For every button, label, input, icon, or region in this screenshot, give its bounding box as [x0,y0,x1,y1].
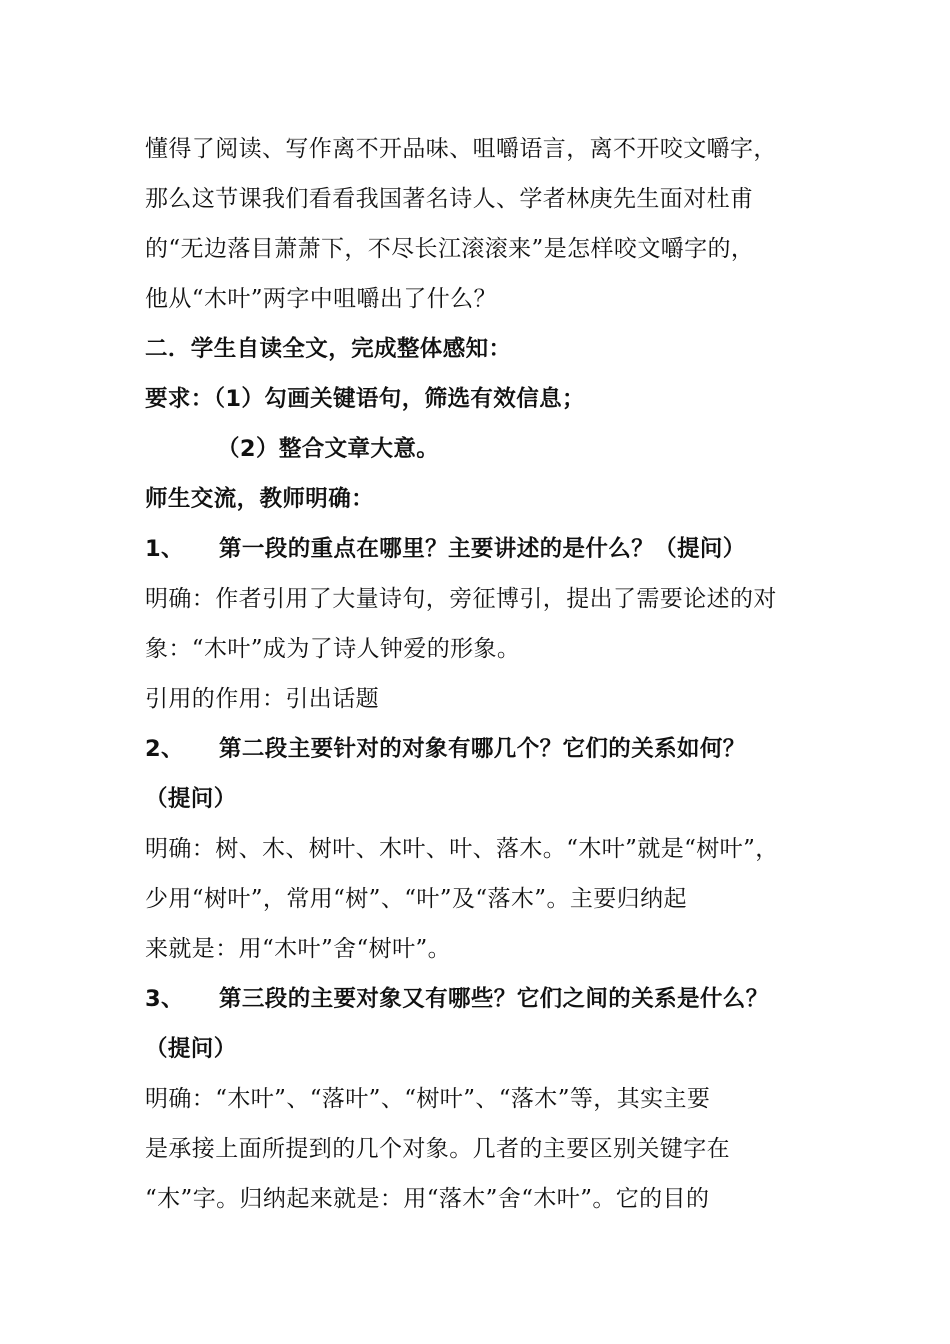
requirement-line: （2）整合文章大意。 [217,436,440,462]
answer-line: 明确：“木叶”、“落叶”、“树叶”、“落木”等，其实主要 [145,1086,711,1112]
question-line [145,524,835,574]
question-line [145,724,835,774]
question-text: 第二段主要针对的对象有哪几个？它们的关系如何？ [219,736,746,762]
question-line-cont: （提问） [145,786,237,812]
answer-line: 明确：作者引用了大量诗句，旁征博引，提出了需要论述的对 [145,586,777,612]
document-page [145,124,835,1224]
subheading: 师生交流，教师明确： [145,486,375,512]
answer-line: 明确：树、木、树叶、木叶、叶、落木。“木叶”就是“树叶”， [145,836,779,862]
answer-line: 少用“树叶”，常用“树”、“叶”及“落木”。主要归纳起 [145,886,687,912]
question-line-cont: （提问） [145,1036,237,1062]
question-number: 3、 [145,986,184,1012]
section-heading: 二．学生自读全文，完成整体感知： [145,336,512,362]
question-line [145,974,835,1024]
answer-line: 引用的作用：引出话题 [145,686,379,712]
requirement-line: 要求：（1）勾画关键语句，筛选有效信息； [145,386,585,412]
question-text: 第一段的重点在哪里？主要讲述的是什么？（提问） [219,536,746,562]
question-number: 1、 [145,536,184,562]
body-line: 懂得了阅读、写作离不开品味、咀嚼语言，离不开咬文嚼字， [145,136,777,162]
question-text: 第三段的主要对象又有哪些？它们之间的关系是什么？ [219,986,769,1012]
body-line: 的“无边落目萧萧下，不尽长江滚滚来”是怎样咬文嚼字的， [145,236,755,262]
question-number: 2、 [145,736,184,762]
answer-line: 象：“木叶”成为了诗人钟爱的形象。 [145,636,521,662]
answer-line: 来就是：用“木叶”舍“树叶”。 [145,936,452,962]
answer-line: “木”字。归纳起来就是：用“落木”舍“木叶”。它的目的 [145,1186,710,1212]
body-line: 他从“木叶”两字中咀嚼出了什么？ [145,286,497,312]
answer-line: 是承接上面所提到的几个对象。几者的主要区别关键字在 [145,1136,730,1162]
body-line: 那么这节课我们看看我国著名诗人、学者林庚先生面对杜甫 [145,186,754,212]
